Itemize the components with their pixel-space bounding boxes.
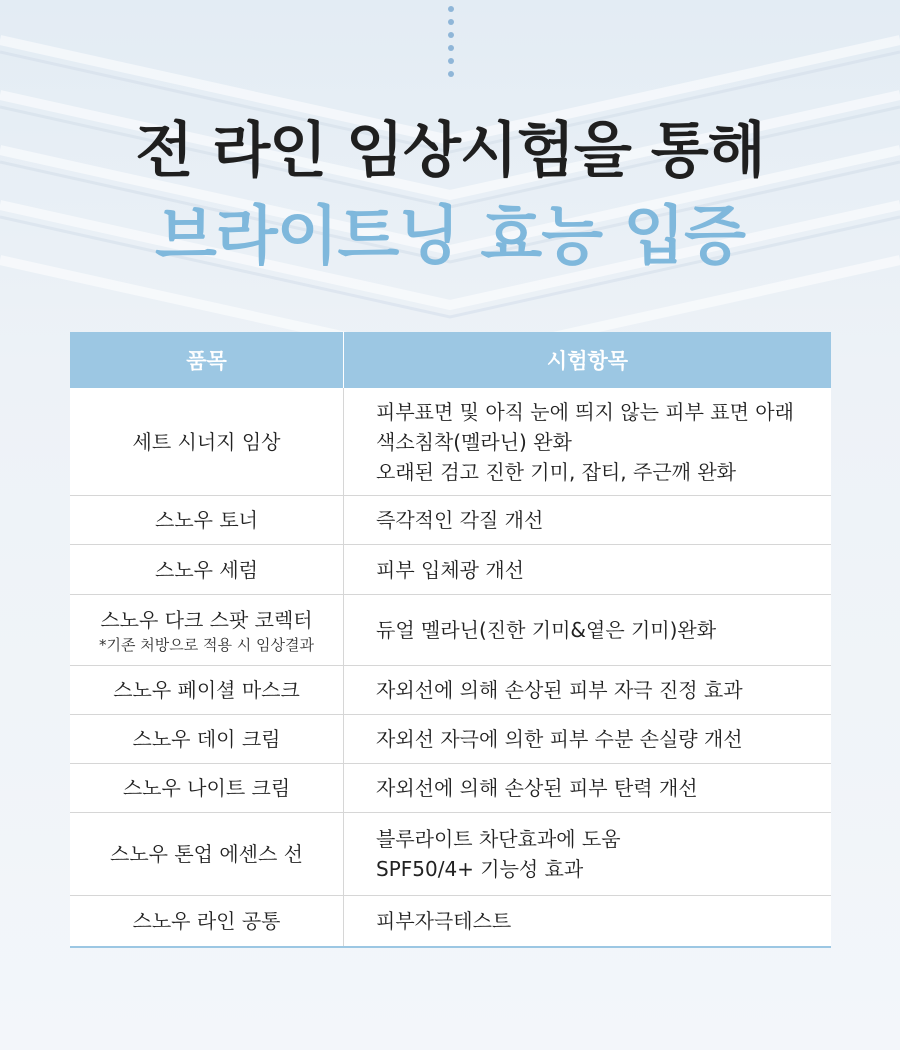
test-item: 자외선에 의해 손상된 피부 자극 진정 효과: [376, 678, 743, 702]
product-name: 스노우 페이셜 마스크: [113, 678, 300, 702]
table-row: [70, 545, 831, 595]
product-name: 세트 시너지 임상: [132, 429, 281, 454]
decorative-dots: [447, 6, 455, 84]
product-cell: [70, 715, 344, 764]
table-row: [70, 896, 831, 948]
headline-line-2: 브라이트닝 효능 입증: [155, 200, 745, 274]
product-name: 스노우 데이 크림: [132, 727, 281, 751]
test-items-cell: [344, 896, 832, 948]
test-items-cell: [344, 813, 832, 896]
test-items-cell: [344, 388, 832, 496]
product-cell: [70, 813, 344, 896]
product-name: 스노우 토너: [155, 508, 258, 532]
test-item: 듀얼 멜라닌(진한 기미&옅은 기미)완화: [376, 618, 717, 642]
test-item: 즉각적인 각질 개선: [376, 508, 544, 532]
table-row: [70, 813, 831, 896]
clinical-test-table: [70, 332, 831, 948]
product-cell: [70, 545, 344, 595]
table-header-row: [70, 332, 831, 388]
table-row: [70, 666, 831, 715]
product-cell: [70, 896, 344, 948]
test-items-cell: [344, 545, 832, 595]
product-cell: [70, 595, 344, 666]
product-cell: [70, 764, 344, 813]
test-items-cell: [344, 715, 832, 764]
product-name: 스노우 톤업 에센스 선: [110, 842, 303, 866]
test-item: 블루라이트 차단효과에 도움: [376, 827, 621, 851]
test-item: 오래된 검고 진한 기미, 잡티, 주근깨 완화: [376, 459, 736, 484]
product-cell: [70, 388, 344, 496]
table-row: [70, 388, 831, 496]
test-items-cell: [344, 496, 832, 545]
table-row: [70, 496, 831, 545]
test-items-cell: [344, 666, 832, 715]
test-item: 피부자극테스트: [376, 909, 512, 933]
product-name: 스노우 나이트 크림: [122, 776, 291, 800]
test-item: 피부 입체광 개선: [376, 557, 524, 582]
header-test-items: 시험항목: [344, 332, 832, 388]
product-cell: [70, 666, 344, 715]
test-item: 자외선 자극에 의한 피부 수분 손실량 개선: [376, 727, 743, 751]
test-item: 자외선에 의해 손상된 피부 탄력 개선: [376, 776, 698, 800]
test-item: SPF50/4+ 기능성 효과: [376, 857, 584, 881]
test-item: 피부표면 및 아직 눈에 띄지 않는 피부 표면 아래: [376, 399, 794, 424]
product-name: 스노우 세럼: [155, 557, 258, 582]
table-row: [70, 715, 831, 764]
product-name: 스노우 라인 공통: [132, 909, 281, 933]
product-name: 스노우 다크 스팟 코렉터: [100, 608, 313, 632]
table-row: [70, 595, 831, 666]
table-row: [70, 764, 831, 813]
test-items-cell: [344, 764, 832, 813]
headline: [0, 108, 900, 280]
test-items-cell: [344, 595, 832, 666]
test-item: 색소침착(멜라닌) 완화: [376, 429, 572, 454]
headline-line-1: 전 라인 임상시험을 통해: [135, 116, 765, 186]
product-note: *기존 처방으로 적용 시 임상결과: [99, 636, 314, 654]
header-product: 품목: [70, 332, 344, 388]
product-cell: [70, 496, 344, 545]
